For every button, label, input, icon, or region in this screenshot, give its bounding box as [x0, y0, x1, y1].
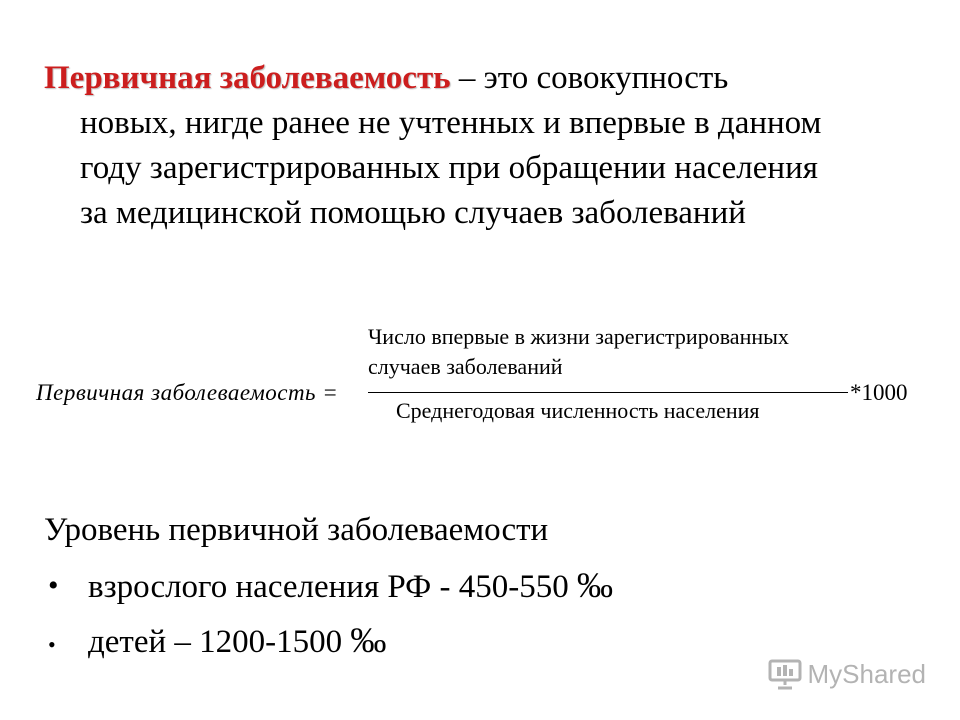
- formula-numerator-line-2: случаев заболеваний: [368, 354, 563, 379]
- level-children-text: детей – 1200-1500: [88, 624, 351, 660]
- presentation-screen-icon: [768, 658, 802, 690]
- watermark: [768, 658, 927, 690]
- permille-unit: ‰: [576, 565, 613, 605]
- definition-line-3: году зарегистрированных при обращении населения: [80, 150, 818, 186]
- definition-paragraph: [44, 56, 924, 236]
- formula-numerator: [368, 322, 789, 382]
- definition-line-2: новых, нигде ранее не учтенных и впервые в данном: [80, 105, 822, 141]
- incidence-formula: [30, 318, 930, 438]
- formula-numerator-line-1: Число впервые в жизни зарегистрированных: [368, 324, 789, 349]
- level-heading: Уровень первичной заболеваемости: [44, 512, 549, 548]
- level-adults-text: взрослого населения РФ - 450-550: [88, 569, 577, 605]
- list-item: [44, 563, 924, 610]
- incidence-level-section: [44, 508, 924, 673]
- definition-line-1: [44, 56, 924, 101]
- definition-line-4: за медицинской помощью случаев заболеваний: [80, 195, 746, 231]
- bullet-icon: •: [48, 569, 59, 602]
- permille-unit: ‰: [350, 620, 387, 660]
- definition-line-1-rest: – это совокупность: [450, 60, 729, 96]
- level-list: [44, 563, 924, 665]
- fraction-bar: [368, 392, 848, 393]
- formula-lhs: Первичная заболеваемость =: [36, 380, 339, 405]
- formula-multiplier: *1000: [850, 380, 908, 405]
- watermark-text: MyShared: [807, 658, 926, 689]
- bullet-icon: •: [48, 632, 56, 657]
- definition-term: Первичная заболеваемость: [44, 60, 451, 96]
- formula-denominator: Среднегодовая численность населения: [396, 398, 760, 423]
